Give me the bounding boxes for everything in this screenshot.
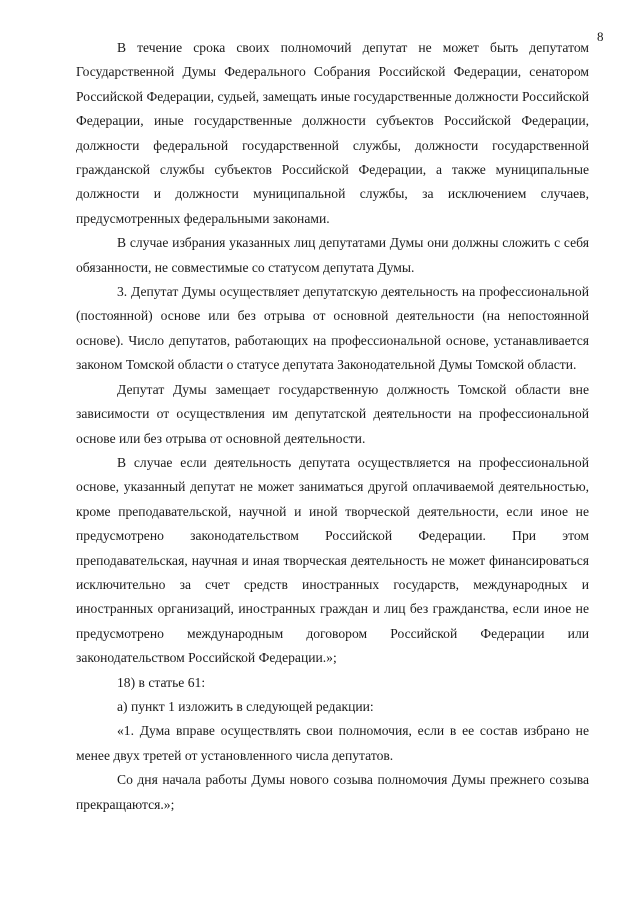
paragraph: 18) в статье 61:	[117, 674, 206, 690]
paragraph: 3. Депутат Думы осуществляет депутатскую деятельность на профессиональной (постоянной) основе или без отрыва от основной деятельности (на непостоянной основе). Число депутатов, работающих на профессиональной основе, устанавливается законом Томской области о статусе депутата Законодательной Думы Томской области.	[76, 284, 589, 373]
paragraph: а) пункт 1 изложить в следующей редакции:	[117, 698, 374, 714]
document-body	[76, 36, 589, 817]
page-number: 8	[597, 29, 604, 44]
paragraph: Со дня начала работы Думы нового созыва полномочия Думы прежнего созыва прекращаются.»;	[76, 772, 589, 812]
paragraph: В случае если деятельность депутата осуществляется на профессиональной основе, указанный депутат не может заниматься другой оплачиваемой деятельностью, кроме преподавательской, научной и иной творческой деятельности, если иное не предусмотрено законодательством Российской Федерации. При этом преподавательская, научная и иная творческая деятельность не может финансироваться исключительно за счет средств иностранных государств, международных и иностранных организаций, иностранных граждан и лиц без гражданства, если иное не предусмотрено международным договором Российской Федерации или законодательством Российской Федерации.»;	[76, 454, 589, 666]
paragraph: Депутат Думы замещает государственную должность Томской области вне зависимости от осуществления им депутатской деятельности на профессиональной основе или без отрыва от основной деятельности.	[76, 381, 589, 446]
paragraph: В случае избрания указанных лиц депутатами Думы они должны сложить с себя обязанности, не совместимые со статусом депутата Думы.	[76, 235, 589, 275]
paragraph: «1. Дума вправе осуществлять свои полномочия, если в ее состав избрано не менее двух третей от установленного числа депутатов.	[76, 723, 589, 763]
paragraph: В течение срока своих полномочий депутат не может быть депутатом Государственной Думы Федерального Собрания Российской Федерации, сенатором Российской Федерации, судьей, замещать иные государственные должности Российской Федерации, иные государственные должности субъектов Российской Федерации, должности федеральной государственной службы, должности государственной гражданской службы субъектов Российской Федерации, а также муниципальные должности и должности муниципальной службы, за исключением случаев, предусмотренных федеральными законами.	[76, 40, 589, 226]
